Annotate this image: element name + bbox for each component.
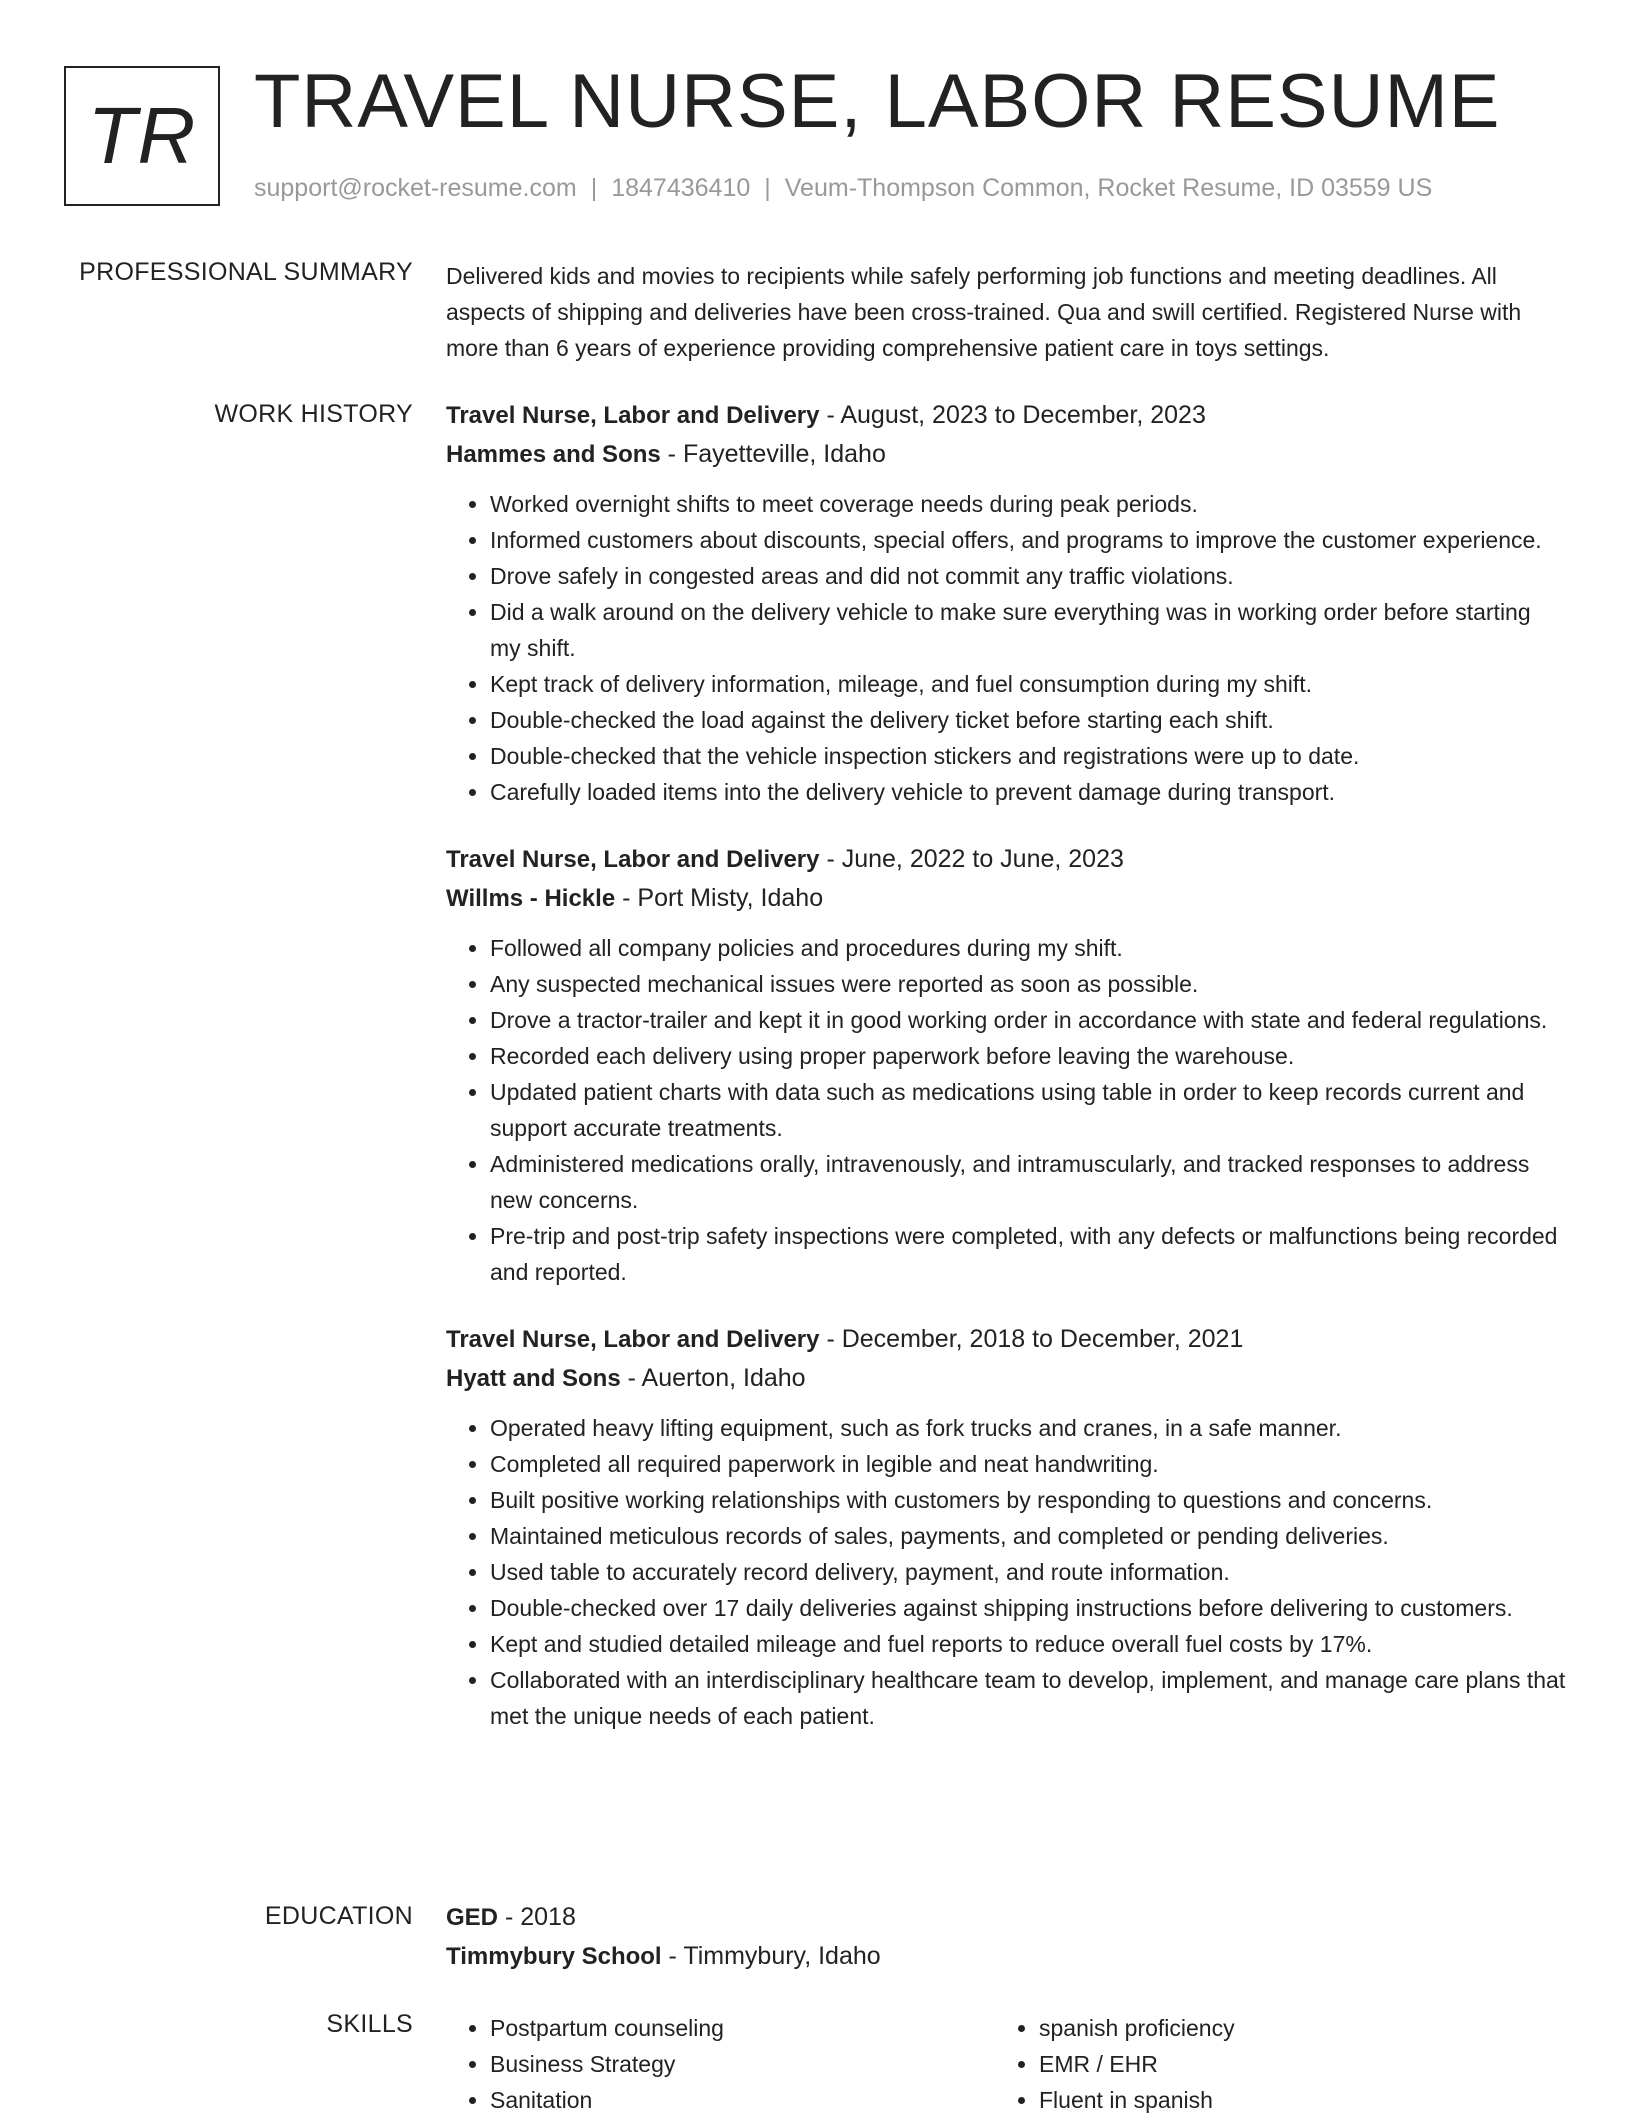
list-item: • Collaborated with an interdisciplinary healthcare team to develop, implement, and manage care plans that met the unique needs of each patient. xyxy=(490,1662,1566,1734)
job-title: Travel Nurse, Labor and Delivery xyxy=(446,402,820,429)
list-item: • Built positive working relationships with customers by responding to questions and concerns. xyxy=(490,1482,1566,1518)
list-item: • Postpartum counseling xyxy=(490,2010,995,2046)
education-school-line xyxy=(446,1937,1566,1976)
contact-email[interactable]: support@rocket-resume.com xyxy=(254,174,577,202)
education-school: Timmybury School xyxy=(446,1943,662,1970)
contact-separator: | xyxy=(590,174,598,202)
job-dates: - December, 2018 to December, 2021 xyxy=(819,1325,1244,1353)
list-item: • Used table to accurately record delivery, payment, and route information. xyxy=(490,1554,1566,1590)
education-year: - 2018 xyxy=(498,1903,576,1931)
list-item: • Drove a tractor-trailer and kept it in good working order in accordance with state and federal regulations. xyxy=(490,1002,1566,1038)
education-degree: GED xyxy=(446,1904,499,1931)
list-item: • Carefully loaded items into the delivery vehicle to prevent damage during transport. xyxy=(490,774,1566,810)
list-item: • Followed all company policies and procedures during my shift. xyxy=(490,930,1566,966)
job-bullets xyxy=(446,1410,1566,1734)
list-item: • Kept and studied detailed mileage and fuel reports to reduce overall fuel costs by 17%. xyxy=(490,1626,1566,1662)
job-company: Willms - Hickle xyxy=(446,885,616,912)
list-item: • Fluent in spanish xyxy=(1039,2082,1544,2118)
list-item: • Did a walk around on the delivery vehicle to make sure everything was in working order before starting my shift. xyxy=(490,594,1566,666)
list-item: • Double-checked over 17 daily deliveries against shipping instructions before delivering to customers. xyxy=(490,1590,1566,1626)
job-bullets xyxy=(446,486,1566,810)
list-item: • Updated patient charts with data such as medications using table in order to keep records current and support accurate treatments. xyxy=(490,1074,1566,1146)
list-item: • spanish proficiency xyxy=(1039,2010,1544,2046)
job-title-line xyxy=(446,1320,1566,1359)
list-item: • Any suspected mechanical issues were reported as soon as possible. xyxy=(490,966,1566,1002)
list-item: • Double-checked that the vehicle inspection stickers and registrations were up to date. xyxy=(490,738,1566,774)
job-title-line xyxy=(446,840,1566,879)
job-bullets xyxy=(446,930,1566,1290)
job-dates: - August, 2023 to December, 2023 xyxy=(819,401,1206,429)
summary-text: Delivered kids and movies to recipients while safely performing job functions and meeting deadlines. All aspects of shipping and deliveries have been cross-trained. Qua and swill certified. Registered Nurse with more than 6 years of experience providing comprehensive patient care in toys settings. xyxy=(446,263,1522,361)
job-company: Hammes and Sons xyxy=(446,441,661,468)
skills-list-left xyxy=(446,2010,995,2118)
section-label: WORK HISTORY xyxy=(214,400,413,428)
job-title: Travel Nurse, Labor and Delivery xyxy=(446,1326,820,1353)
list-item: • Maintained meticulous records of sales, payments, and completed or pending deliveries. xyxy=(490,1518,1566,1554)
resume-title: TRAVEL NURSE, LABOR RESUME xyxy=(254,59,1501,144)
education-location: - Timmybury, Idaho xyxy=(661,1942,881,1970)
list-item: • Pre-trip and post-trip safety inspections were completed, with any defects or malfunctions being recorded and reported. xyxy=(490,1218,1566,1290)
job-location: - Fayetteville, Idaho xyxy=(660,440,886,468)
section-label: EDUCATION xyxy=(264,1902,413,1930)
job-entry xyxy=(446,396,1566,810)
education-degree-line xyxy=(446,1898,1566,1937)
list-item: • Drove safely in congested areas and did not commit any traffic violations. xyxy=(490,558,1566,594)
job-entry xyxy=(446,1320,1566,1734)
list-item: • Business Strategy xyxy=(490,2046,995,2082)
contact-phone[interactable]: 1847436410 xyxy=(611,174,751,202)
job-title: Travel Nurse, Labor and Delivery xyxy=(446,846,820,873)
job-company-line xyxy=(446,1359,1566,1398)
job-company-line xyxy=(446,879,1566,918)
job-location: - Auerton, Idaho xyxy=(620,1364,806,1392)
monogram-logo: TR xyxy=(64,66,220,206)
job-location: - Port Misty, Idaho xyxy=(615,884,824,912)
list-item: • EMR / EHR xyxy=(1039,2046,1544,2082)
job-company: Hyatt and Sons xyxy=(446,1365,621,1392)
contact-address: Veum-Thompson Common, Rocket Resume, ID 03559 US xyxy=(784,174,1433,202)
contact-line xyxy=(254,174,1432,203)
job-dates: - June, 2022 to June, 2023 xyxy=(819,845,1124,873)
list-item: • Sanitation xyxy=(490,2082,995,2118)
list-item: • Worked overnight shifts to meet coverage needs during peak periods. xyxy=(490,486,1566,522)
list-item: • Administered medications orally, intravenously, and intramuscularly, and tracked responses to address new concerns. xyxy=(490,1146,1566,1218)
list-item: • Completed all required paperwork in legible and neat handwriting. xyxy=(490,1446,1566,1482)
list-item: • Double-checked the load against the delivery ticket before starting each shift. xyxy=(490,702,1566,738)
contact-separator: | xyxy=(764,174,771,202)
list-item: • Operated heavy lifting equipment, such as fork trucks and cranes, in a safe manner. xyxy=(490,1410,1566,1446)
job-entry xyxy=(446,840,1566,1290)
job-company-line xyxy=(446,435,1566,474)
list-item: • Kept track of delivery information, mileage, and fuel consumption during my shift. xyxy=(490,666,1566,702)
jobs-list xyxy=(446,396,1566,1764)
section-label: PROFESSIONAL SUMMARY xyxy=(79,258,413,286)
list-item: • Recorded each delivery using proper paperwork before leaving the warehouse. xyxy=(490,1038,1566,1074)
job-title-line xyxy=(446,396,1566,435)
skills-columns xyxy=(446,2010,1566,2118)
skills-list-right xyxy=(995,2010,1544,2118)
section-label: SKILLS xyxy=(326,2010,413,2038)
list-item: • Informed customers about discounts, special offers, and programs to improve the customer experience. xyxy=(490,522,1566,558)
